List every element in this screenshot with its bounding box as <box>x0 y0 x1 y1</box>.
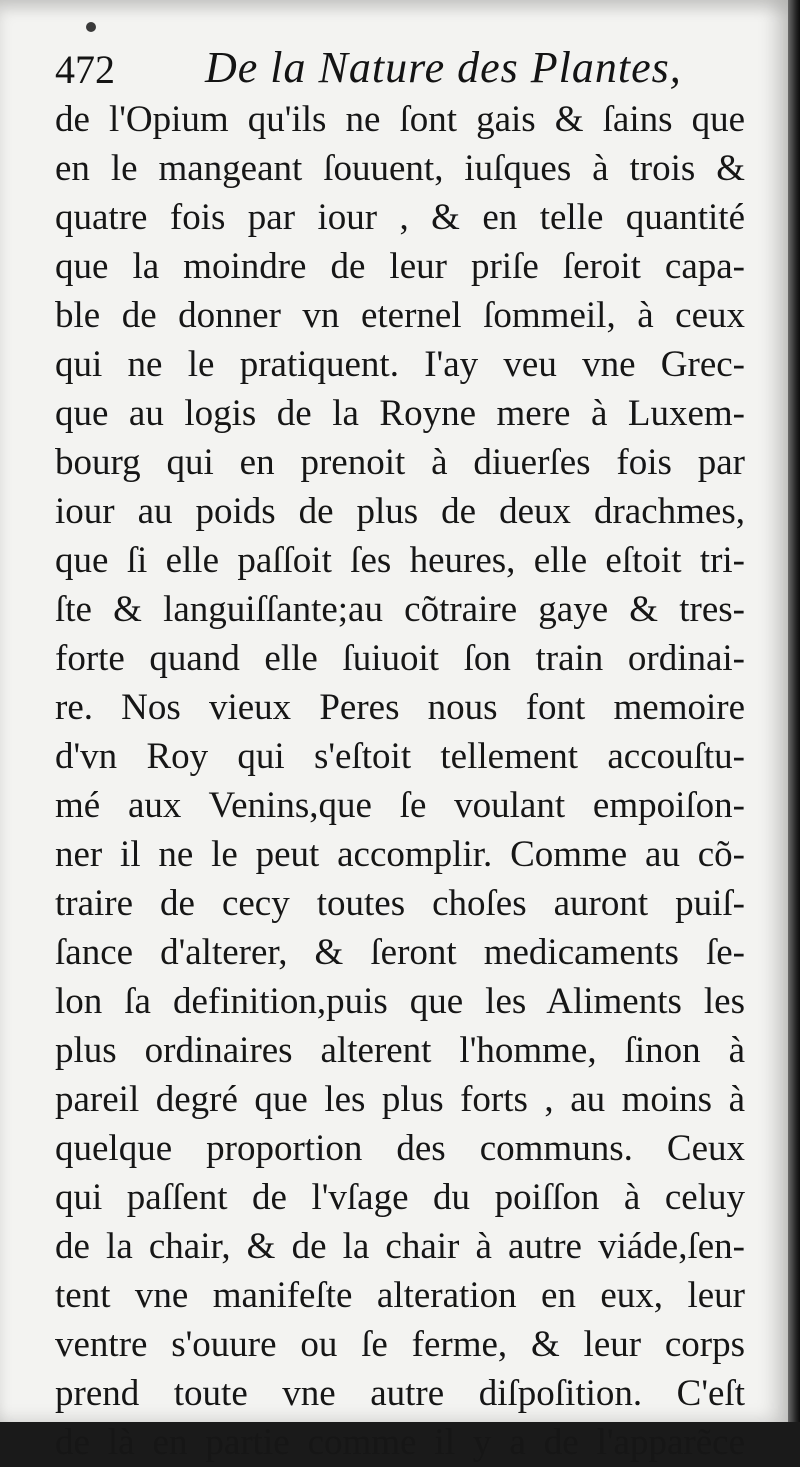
text-line: ſance d'alterer, & ſeront medicaments ſe- <box>55 932 745 973</box>
text-line: de là en partie comme il y a de l'apparẽce <box>55 1422 745 1463</box>
text-line: ner il ne le peut accomplir. Comme au cõ- <box>55 834 745 875</box>
text-line: prend toute vne autre diſpoſition. C'eſt <box>55 1373 745 1414</box>
text-line: tent vne manifeſte alteration en eux, leur <box>55 1275 745 1316</box>
text-line: que la moindre de leur priſe ſeroit capa- <box>55 246 745 287</box>
text-line: pareil degré que les plus forts , au moins à <box>55 1079 745 1120</box>
text-line: traire de cecy toutes choſes auront puiſ- <box>55 883 745 924</box>
running-title: De la Nature des Plantes, <box>205 43 682 92</box>
ink-speck <box>86 22 96 32</box>
text-line: de l'Opium qu'ils ne ſont gais & ſains que <box>55 99 745 140</box>
text-line: que ſi elle paſſoit ſes heures, elle eſtoit tri- <box>55 540 745 581</box>
text-line: d'vn Roy qui s'eſtoit tellement accouſtu- <box>55 736 745 777</box>
text-line: forte quand elle ſuiuoit ſon train ordinai- <box>55 638 745 679</box>
text-line: re. Nos vieux Peres nous font memoire <box>55 687 745 728</box>
text-line: iour au poids de plus de deux drachmes, <box>55 491 745 532</box>
page-number: 472 <box>55 47 115 92</box>
text-line: qui ne le pratiquent. I'ay veu vne Grec- <box>55 344 745 385</box>
text-line: quatre fois par iour , & en telle quantité <box>55 197 745 238</box>
text-line: ventre s'ouure ou ſe ferme, & leur corps <box>55 1324 745 1365</box>
text-line: quelque proportion des communs. Ceux <box>55 1128 745 1169</box>
text-line: mé aux Venins,que ſe voulant empoiſon- <box>55 785 745 826</box>
body-text <box>55 95 745 1467</box>
text-line: bourg qui en prenoit à diuerſes fois par <box>55 442 745 483</box>
text-line: ble de donner vn eternel ſommeil, à ceux <box>55 295 745 336</box>
text-line: plus ordinaires alterent l'homme, ſinon à <box>55 1030 745 1071</box>
text-line: qui paſſent de l'vſage du poiſſon à celuy <box>55 1177 745 1218</box>
text-line: lon ſa definition,puis que les Aliments les <box>55 981 745 1022</box>
page-edge-shadow <box>788 0 800 1422</box>
text-line: en le mangeant ſouuent, iuſques à trois & <box>55 148 745 189</box>
text-line: que au logis de la Royne mere à Luxem- <box>55 393 745 434</box>
text-line: de la chair, & de la chair à autre viáde,ſen- <box>55 1226 745 1267</box>
text-line: ſte & languiſſante;au cõtraire gaye & tres- <box>55 589 745 630</box>
